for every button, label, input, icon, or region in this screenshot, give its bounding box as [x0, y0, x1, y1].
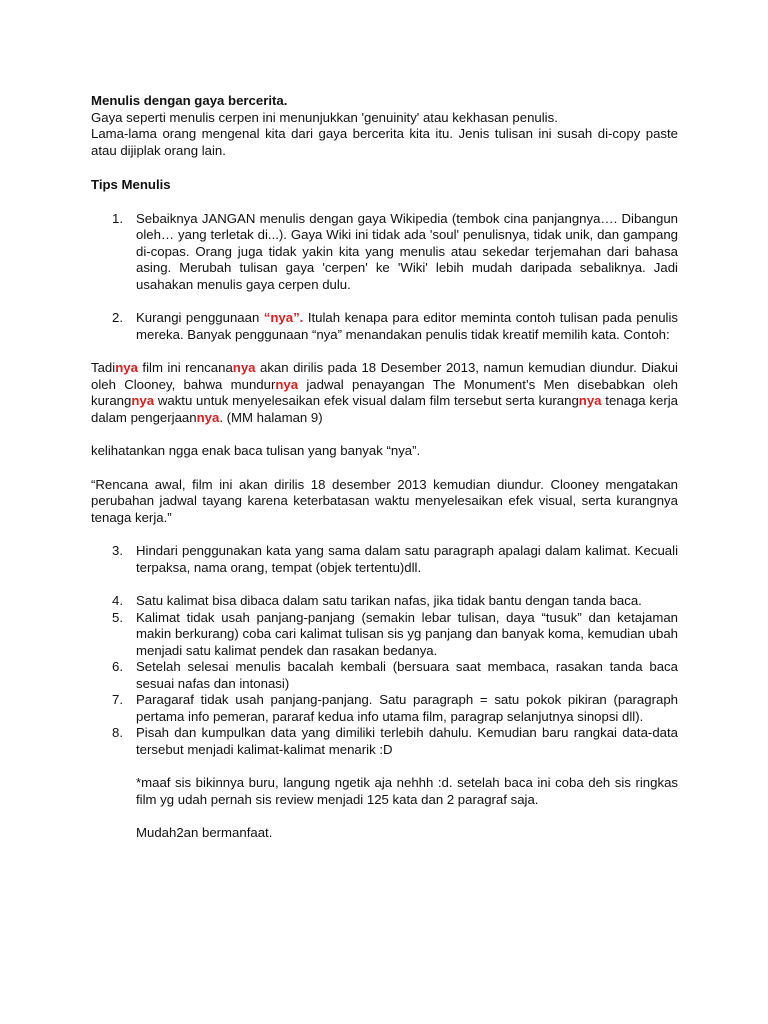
- list-number: 6.: [112, 659, 123, 674]
- text-run: film ini rencana: [137, 360, 233, 375]
- text-run: Itulah kenapa para editor meminta contoh tulisan pada penulis mereka. Banyak penggunaan “nya” menandakan penulis tidak kreatif memilih kata. Contoh:: [136, 310, 678, 342]
- text-run: Tadi: [91, 360, 116, 375]
- list-item-text: Hindari penggunakan kata yang sama dalam satu paragraph apalagi dalam kalimat. Kecuali terpaksa, nama orang, tempat (objek tertentu)dll.: [136, 543, 678, 575]
- list-number: 4.: [112, 593, 123, 608]
- list-item-text: Setelah selesai menulis bacalah kembali (bersuara saat membaca, rasakan tanda baca sesuai nafas dan intonasi): [136, 659, 678, 691]
- highlight-nya: nya: [131, 393, 155, 408]
- list-number: 1.: [112, 210, 123, 226]
- list-number: 2.: [112, 310, 123, 325]
- intro-title: Menulis dengan gaya bercerita.: [91, 93, 288, 108]
- list-item-text: Paragaraf tidak usah panjang-panjang. Satu paragraph = satu pokok pikiran (paragraph pertama info pemeran, pararaf kedua info utama film, paragrap selanjutnya sinopsi dll).: [136, 692, 678, 724]
- highlight-nya: “nya”.: [263, 310, 304, 325]
- text-run: . (MM halaman 9): [219, 409, 323, 425]
- highlight-nya: nya: [115, 360, 138, 375]
- list-number: 5.: [112, 609, 123, 625]
- list-item: [91, 692, 678, 725]
- list-item-text: Kalimat tidak usah panjang-panjang (semakin lebar tulisan, daya “tusuk” dan ketajaman makin berkurang) coba cari kalimat tulisan sis yg panjang dan banyak koma, kemudian ubah menjadi satu kalimat pendek dan rasakan bedanya.: [136, 609, 678, 658]
- tips-heading: Tips Menulis: [91, 177, 171, 192]
- highlight-nya: nya: [275, 376, 299, 392]
- list-item: [91, 725, 678, 758]
- comment-paragraph: kelihatankan ngga enak baca tulisan yang banyak “nya”.: [91, 443, 421, 458]
- text-run: akan dirilis pada 18 Desember 2013, namun kemudian diundur. Diakui oleh Clooney, bahwa mundur: [91, 360, 678, 392]
- text-run: tenaga kerja dalam pengerjaan: [91, 393, 678, 425]
- highlight-nya: nya: [578, 393, 602, 408]
- revised-example: “Rencana awal, film ini akan dirilis 18 desember 2013 kemudian diundur. Clooney mengatakan perubahan jadwal tayang karena keterbatasan waktu menyelesaikan efek visual, serta kurangnya tenaga kerja.”: [91, 476, 678, 525]
- text-run: Kurangi penggunaan: [136, 310, 264, 325]
- highlight-nya: nya: [196, 409, 220, 425]
- list-item-text: [136, 310, 678, 343]
- list-item: [91, 543, 678, 576]
- text-run: jadwal penayangan The Monument’s Men disebabkan oleh kurang: [91, 376, 678, 408]
- list-item: [91, 310, 678, 343]
- list-item: [91, 659, 678, 692]
- intro-line-1: Gaya seperti menulis cerpen ini menunjukkan 'genuinity' atau kekhasan penulis.: [91, 109, 558, 125]
- list-item-text: Sebaiknya JANGAN menulis dengan gaya Wikipedia (tembok cina panjangnya…. Dibangun oleh… yang terletak di...). Gaya Wiki ini tidak ada 'soul' penulisnya, tidak unik, dan gampang di-copas. Orang juga tidak yakin kita yang menulis atau sekedar terjemahan dari bahasa asing. Merubah tulisan gaya 'cerpen' ke 'Wiki' lebih mudah daripada sebaliknya. Jadi usahakan menulis gaya cerpen dulu.: [136, 210, 678, 292]
- list-item-text: Pisah dan kumpulkan data yang dimiliki terlebih dahulu. Kemudian baru rangkai data-data tersebut menjadi kalimat-kalimat menarik :D: [136, 725, 678, 757]
- closing-signoff: Mudah2an bermanfaat.: [136, 825, 273, 840]
- list-item: [91, 211, 678, 294]
- text-run: waktu untuk menyelesaikan efek visual dalam film tersebut serta kurang: [154, 393, 579, 408]
- document-page: [91, 93, 678, 842]
- list-number: 3.: [112, 543, 123, 558]
- closing-note: *maaf sis bikinnya buru, langung ngetik aja nehhh :d. setelah baca ini coba deh sis ringkas film yg udah pernah sis review menjadi 125 kata dan 2 paragraf saja.: [136, 775, 678, 807]
- list-item-text: Satu kalimat bisa dibaca dalam satu tarikan nafas, jika tidak bantu dengan tanda baca.: [136, 593, 642, 608]
- highlight-nya: nya: [232, 360, 256, 375]
- list-number: 8.: [112, 725, 123, 740]
- intro-line-2: Lama-lama orang mengenal kita dari gaya bercerita kita itu. Jenis tulisan ini susah di-copy paste atau dijiplak orang lain.: [91, 126, 678, 158]
- list-item: [91, 610, 678, 660]
- list-number: 7.: [112, 692, 123, 707]
- example-paragraph: [91, 360, 678, 426]
- list-item: [91, 593, 678, 610]
